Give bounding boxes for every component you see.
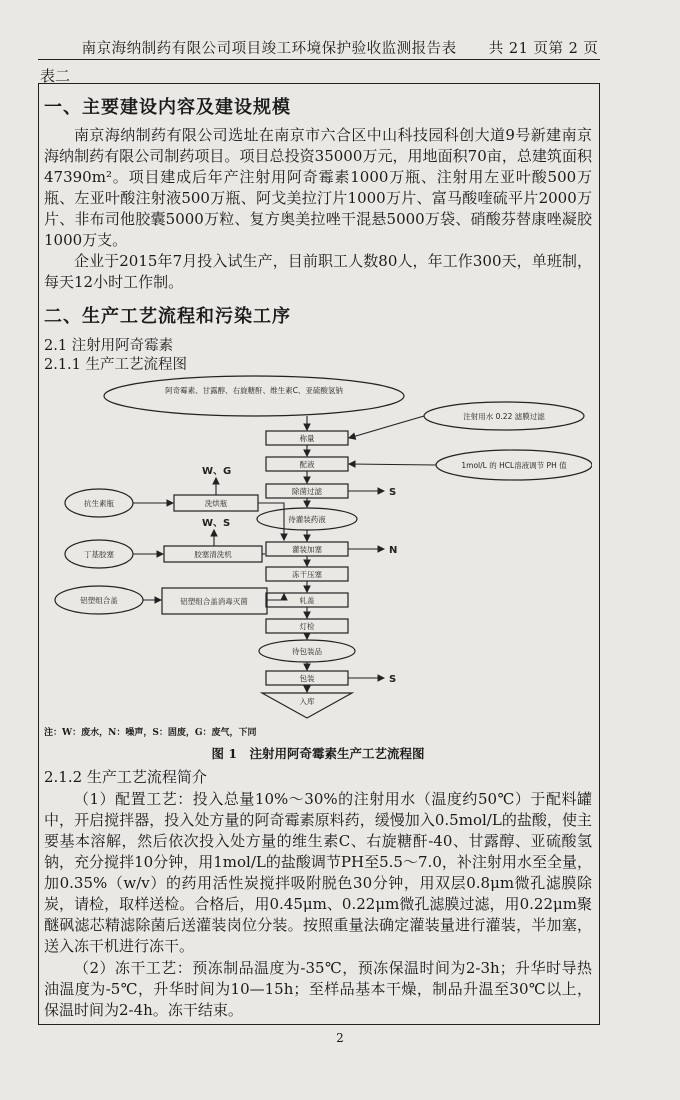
n-label: N bbox=[389, 545, 398, 556]
seal-label: 轧盖 bbox=[299, 596, 315, 605]
store-label: 入库 bbox=[299, 697, 315, 706]
pending-liquid-label: 待灌装药液 bbox=[288, 515, 326, 524]
stopper-wash-label: 胶塞清洗机 bbox=[194, 550, 232, 559]
header-rule bbox=[38, 59, 600, 60]
wg-label: W、G bbox=[202, 466, 232, 477]
page-header bbox=[40, 37, 640, 58]
hcl-input-label: 1mol/L 的 HCL溶液调节 PH 值 bbox=[461, 461, 567, 470]
s1-label: S bbox=[389, 487, 397, 498]
table-label: 表二 bbox=[40, 67, 71, 85]
section1-paragraph-1: 南京海纳制药有限公司选址在南京市六合区中山科技园科创大道9号新建南京海纳制药有限公司制药项目。项目总投资35000万元，用地面积70亩，总建筑面积47390m²。项目建成后年产注射用阿奇霉素1000万瓶、注射用左亚叶酸500万瓶、左亚叶酸注射液500万瓶、阿戈美拉汀片1000万片、富马酸喹硫平片2000万片、非布司他胶囊5000万粒、复方奥美拉唑干混悬5000万袋、硝酸芬替康唑凝胶1000万支。 bbox=[44, 126, 592, 249]
bottle-input-label: 抗生素瓶 bbox=[84, 499, 114, 508]
subsection-2-1-1: 2.1.1 生产工艺流程图 bbox=[44, 357, 188, 373]
figure-caption: 图 1 注射用阿奇霉素生产工艺流程图 bbox=[211, 746, 425, 761]
weigh-label: 称量 bbox=[299, 434, 315, 443]
subsection-2-1: 2.1 注射用阿奇霉素 bbox=[44, 338, 174, 354]
subsection-2-1-2: 2.1.2 生产工艺流程简介 bbox=[44, 768, 207, 786]
page-number: 2 bbox=[336, 1031, 344, 1045]
raw-materials-ellipse bbox=[104, 376, 404, 416]
section-heading-2: 二、生产工艺流程和污染工序 bbox=[44, 306, 291, 327]
process-paragraph-2: （2）冻干工艺：预冻制品温度为-35℃，预冻保温时间为2-3h；升华时导热油温度为-5℃，升华时间为10—15h；至样品基本干燥，制品升温至30℃以上，保温时间为2-4h。冻干结束。 bbox=[44, 959, 592, 1019]
inspect-label: 灯检 bbox=[299, 622, 315, 631]
section-heading-1: 一、主要建设内容及建设规模 bbox=[44, 97, 291, 118]
header-page-info: 共 21 页第 2 页 bbox=[488, 41, 599, 57]
s2-label: S bbox=[389, 674, 397, 685]
header-title: 南京海纳制药有限公司项目竣工环境保护验收监测报告表 bbox=[81, 41, 457, 57]
process-flow-diagram bbox=[44, 368, 592, 723]
pack-label: 包装 bbox=[299, 674, 315, 683]
pending-pack-label: 待包装品 bbox=[292, 647, 322, 656]
water-input-label: 注射用水 0.22 滤膜过滤 bbox=[463, 412, 545, 421]
mix-label: 配液 bbox=[299, 460, 315, 469]
filter-label: 除菌过滤 bbox=[292, 487, 322, 496]
stopper-input-label: 丁基胶塞 bbox=[84, 550, 114, 559]
wash-bottle-label: 洗烘瓶 bbox=[204, 499, 228, 508]
freeze-label: 冻干压塞 bbox=[292, 570, 322, 579]
cap-input-label: 铝塑组合盖 bbox=[80, 596, 118, 605]
top-input-label: 阿奇霉素、甘露醇、右旋糖酐、维生素C、亚硫酸氢钠 bbox=[165, 386, 343, 395]
diagram-note: 注：W：废水，N：噪声，S：固废，G：废气，下同 bbox=[44, 728, 257, 738]
cap-sterilize-label: 铝塑组合盖消毒灭菌 bbox=[180, 597, 248, 606]
section1-paragraph-2: 企业于2015年7月投入试生产，目前职工人数80人，年工作300天，单班制，每天12小时工作制。 bbox=[44, 252, 592, 291]
fill-label: 灌装加塞 bbox=[292, 545, 322, 554]
process-paragraph-1: （1）配置工艺：投入总量10%～30%的注射用水（温度约50℃）于配料罐中，开启搅拌器，投入处方量的阿奇霉素原料药，缓慢加入0.5mol/L的盐酸，使主要基本溶解，然后依次投入处方量的维生素C、右旋糖酐-40、甘露醇、亚硫酸氢钠，充分搅拌10分钟，用1mol/L的盐酸调节PH至5.5～7.0，补注射用水至全量，加0.35%（w/v）的药用活性炭搅拌吸附脱色30分钟，用双层0.8μm微孔滤膜除炭，请检，取样送检。合格后，用0.45μm、0.22μm微孔滤膜过滤，用0.22μm聚醚砜滤芯精滤除菌后送灌装岗位分装。按照重量法确定灌装量进行灌装，半加塞，送入冻干机进行冻干。 bbox=[44, 790, 592, 955]
ws-label: W、S bbox=[202, 518, 231, 529]
